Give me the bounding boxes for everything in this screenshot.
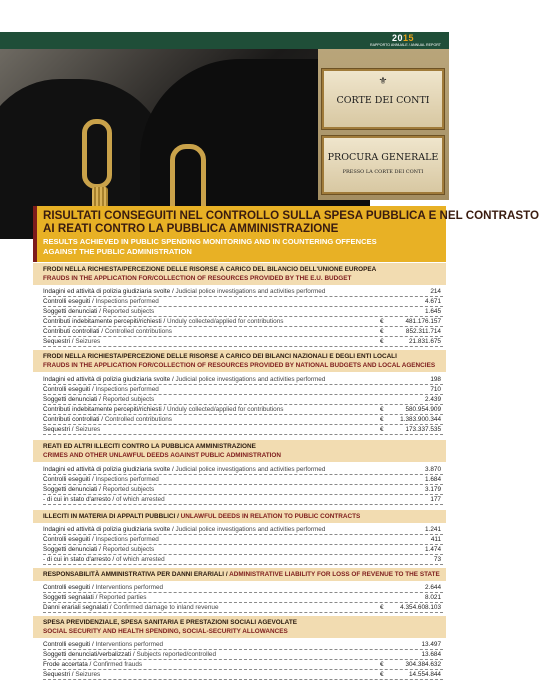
heading-title-en: RESULTS ACHIEVED IN PUBLIC SPENDING MONITORING AND IN COUNTERING OFFENCES: [43, 237, 377, 246]
section-title-en: FRAUDS IN THE APPLICATION FOR/COLLECTION OF RESOURCES PROVIDED BY THE E.U. BUDGET: [43, 275, 352, 282]
section-title-it: FRODI NELLA RICHIESTA/PERCEZIONE DELLE RISORSE A CARICO DEL BILANCIO DELL'UNIONE EUROPEA: [43, 266, 377, 273]
section-header: [33, 263, 446, 285]
table-row: Controlli eseguiti / Interventions performed 13.497: [43, 641, 441, 648]
table-row: Controlli eseguiti / Inspections performed 1.684: [43, 476, 441, 483]
section-title-en: CRIMES AND OTHER UNLAWFUL DEEDS AGAINST PUBLIC ADMINISTRATION: [43, 452, 281, 459]
section-title: RESPONSABILITÀ AMMINISTRATIVA PER DANNI ERARIALI / ADMINISTRATIVE LIABILITY FOR LOSS OF REVENUE TO THE STATE: [43, 571, 440, 578]
report-label: RAPPORTO ANNUALE / ANNUAL REPORT: [370, 43, 441, 47]
plaque-corte-dei-conti: [322, 69, 444, 129]
section-header: [33, 510, 446, 523]
table-row: Frode accertata / Confirmed frauds € 304.384.632: [43, 661, 441, 668]
section-header: [33, 568, 446, 581]
results-heading: [33, 206, 539, 262]
table-row: Contributi indebitamente percepiti/richiesti / Unduly collected/applied for contributions € 481.176.157: [43, 318, 441, 325]
section-header: [33, 350, 446, 372]
table-row: Soggetti segnalati / Reported parties 8.021: [43, 594, 441, 601]
emblem-icon: ⚜: [378, 76, 388, 87]
table-row: Indagini ed attività di polizia giudiziaria svolte / Judicial police investigations and activities performed 3.870: [43, 466, 441, 473]
table-row: Danni erariali segnalati / Confirmed damage to inland revenue € 4.354.608.103: [43, 604, 441, 611]
table-row: Sequestri / Seizures € 21.831.675: [43, 338, 441, 345]
table-row: Sequestri / Seizures € 14.554.844: [43, 671, 441, 678]
table-row: - di cui in stato d'arresto / of which arrested 177: [43, 496, 441, 503]
plaques-photo: [318, 49, 449, 200]
table-row: Indagini ed attività di polizia giudiziaria svolte / Judicial police investigations and activities performed 214: [43, 288, 441, 295]
section-header: [33, 616, 446, 638]
table-row: Indagini ed attività di polizia giudiziaria svolte / Judicial police investigations and activities performed 198: [43, 376, 441, 383]
table-row: Soggetti denunciati/verbalizzati / Subjects reported/controlled 13.684: [43, 651, 441, 658]
table-row: Contributi controllati / Controlled contributions € 852.311.714: [43, 328, 441, 335]
heading-accent-bar: [33, 206, 37, 262]
table-row: Contributi controllati / Controlled contributions € 1.383.900.344: [43, 416, 441, 423]
table-row: Controlli eseguiti / Interventions performed 2.644: [43, 584, 441, 591]
magistrates-photo: [0, 49, 318, 200]
gold-cord: [82, 119, 112, 189]
section-title-it: REATI ED ALTRI ILLECITI CONTRO LA PUBBLICA AMMINISTRAZIONE: [43, 443, 256, 450]
table-row: Indagini ed attività di polizia giudiziaria svolte / Judicial police investigations and activities performed 1.241: [43, 526, 441, 533]
plaque-subtext: PRESSO LA CORTE DEI CONTI: [342, 169, 424, 175]
heading-title-it: RISULTATI CONSEGUITI NEL CONTROLLO SULLA SPESA PUBBLICA E NEL CONTRASTO: [43, 209, 539, 222]
table-row: Soggetti denunciati / Reported subjects 1.474: [43, 546, 441, 553]
table-row: - di cui in stato d'arresto / of which arrested 73: [43, 556, 441, 563]
section-title-it: FRODI NELLA RICHIESTA/PERCEZIONE DELLE RISORSE A CARICO DEI BILANCI NAZIONALI E DEGLI ENTI LOCALI: [43, 353, 397, 360]
section-title-it: SPESA PREVIDENZIALE, SPESA SANITARIA E PRESTAZIONI SOCIALI AGEVOLATE: [43, 619, 297, 626]
heading-title-en: AGAINST THE PUBLIC ADMINISTRATION: [43, 247, 192, 256]
table-row: Soggetti denunciati / Reported subjects 1.645: [43, 308, 441, 315]
table-row: Controlli eseguiti / Inspections performed 411: [43, 536, 441, 543]
table-row: Controlli eseguiti / Inspections performed 4.671: [43, 298, 441, 305]
section-header: [33, 440, 446, 462]
section-title-en: FRAUDS IN THE APPLICATION FOR/COLLECTION OF RESOURCES PROVIDED BY NATIONAL BUDGETS AND LOCAL AGENCIES: [43, 362, 436, 369]
heading-title-it: AI REATI CONTRO LA PUBBLICA AMMINISTRAZIONE: [43, 222, 339, 235]
table-row: Controlli eseguiti / Inspections performed 710: [43, 386, 441, 393]
section-title-en: SOCIAL SECURITY AND HEALTH SPENDING, SOCIAL-SECURITY ALLOWANCES: [43, 628, 288, 635]
section-title: ILLECITI IN MATERIA DI APPALTI PUBBLICI / UNLAWFUL DEEDS IN RELATION TO PUBLIC CONTRACTS: [43, 513, 361, 520]
plaque-text: PROCURA GENERALE: [327, 152, 439, 163]
table-row: Soggetti denunciati / Reported subjects 3.179: [43, 486, 441, 493]
plaque-text: CORTE DEI CONTI: [336, 95, 430, 106]
report-year: 2015: [392, 33, 415, 43]
table-row: Sequestri / Seizures € 173.337.535: [43, 426, 441, 433]
table-row: Contributi indebitamente percepiti/richiesti / Unduly collected/applied for contributions € 580.954.909: [43, 406, 441, 413]
table-row: Soggetti denunciati / Reported subjects 2.439: [43, 396, 441, 403]
plaque-procura-generale: [322, 136, 444, 194]
